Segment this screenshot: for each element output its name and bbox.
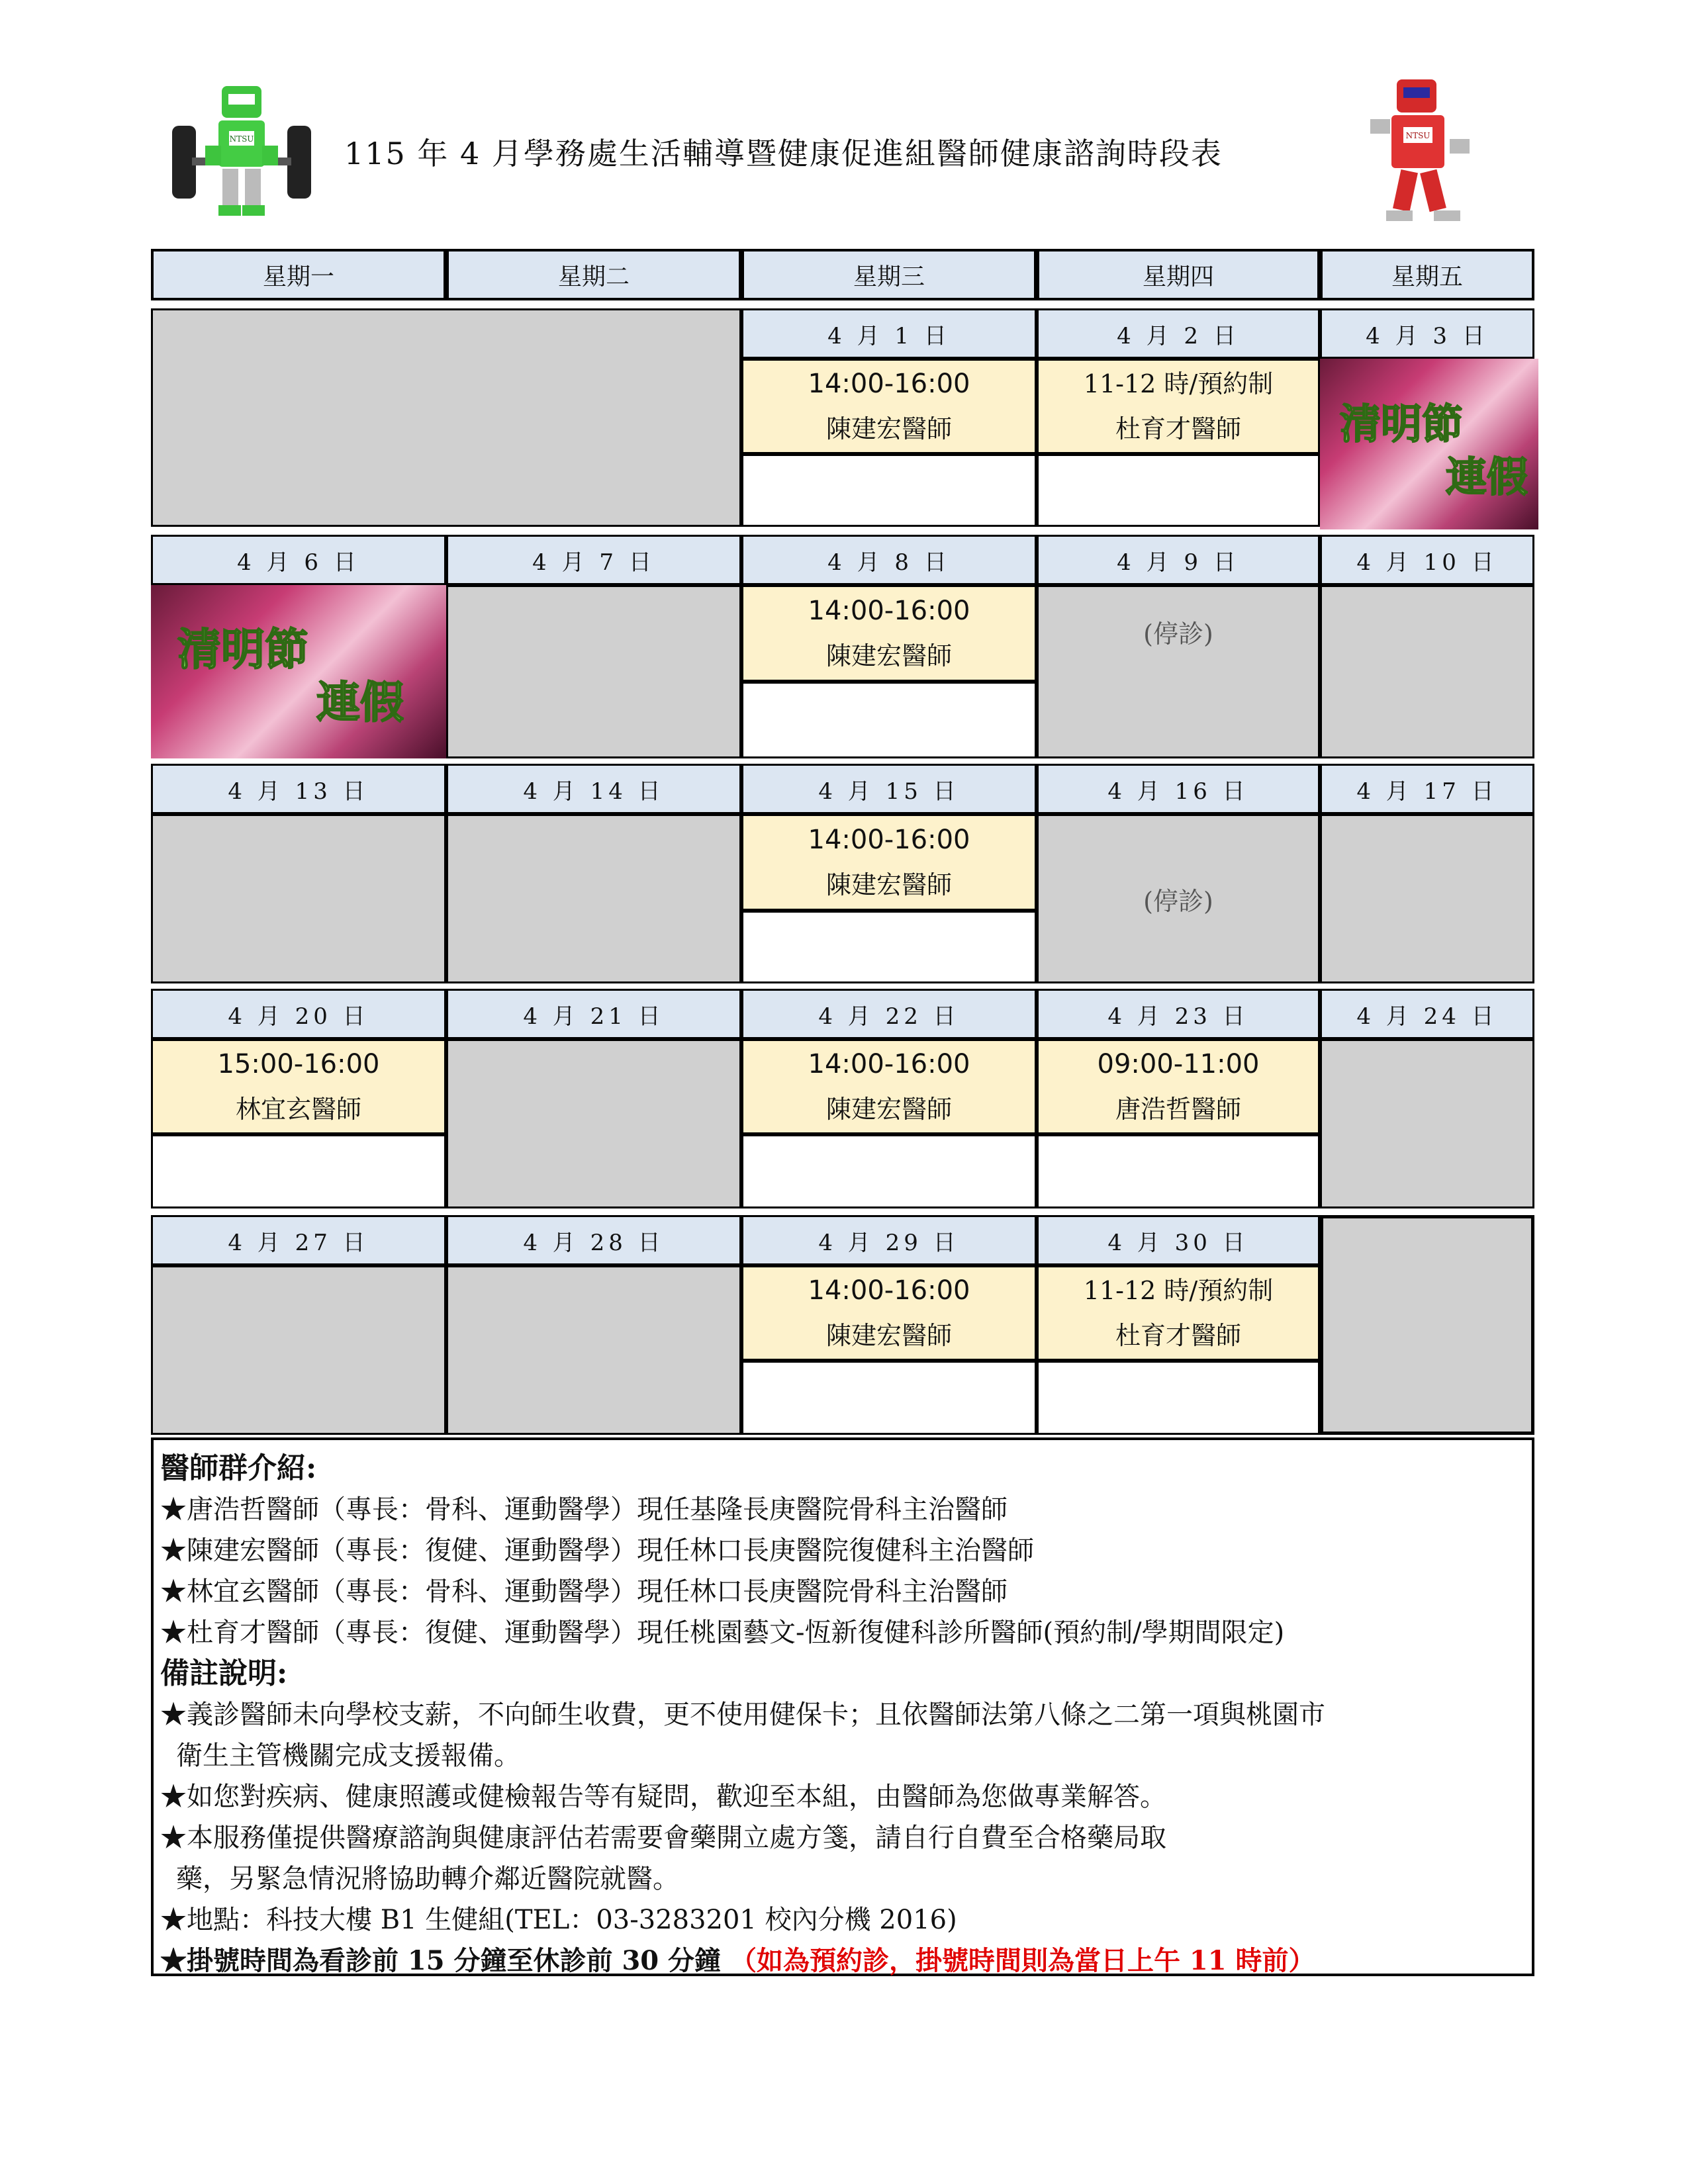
slot-time: 15:00-16:00 [217, 1049, 380, 1079]
robot-right-label: NTSU [1405, 131, 1430, 140]
slot-doctor: 陳建宏醫師 [825, 641, 952, 670]
weekday-header-fri: 星期五 [1320, 249, 1534, 300]
date-cell: 4 月 17 日 [1320, 764, 1534, 814]
date-cell: 4 月 15 日 [741, 764, 1037, 814]
date-cell: 4 月 27 日 [151, 1215, 446, 1265]
slot-doctor: 唐浩哲醫師 [1115, 1095, 1241, 1124]
empty-cell [741, 911, 1037, 983]
empty-cell [1320, 1215, 1534, 1435]
doctor-intro: ★林宜玄醫師（專長：骨科、運動醫學）現任林口長庚醫院骨科主治醫師 [160, 1576, 1008, 1607]
doctor-intro: ★杜育才醫師（專長：復健、運動醫學）現任桃園藝文-恆新復健科診所醫師(預約制/學期間限定) [160, 1617, 1285, 1648]
empty-cell [1037, 454, 1320, 527]
appointment-slot [741, 814, 1037, 911]
date-cell: 4 月 20 日 [151, 989, 446, 1039]
empty-cell [446, 1039, 741, 1208]
empty-cell [741, 1134, 1037, 1208]
slot-doctor: 陳建宏醫師 [825, 1095, 952, 1124]
remark-item: 藥，另緊急情況將協助轉介鄰近醫院就醫。 [176, 1864, 679, 1894]
slot-doctor: 陳建宏醫師 [825, 870, 952, 899]
doctor-intro: ★陳建宏醫師（專長：復健、運動醫學）現任林口長庚醫院復健科主治醫師 [160, 1535, 1034, 1566]
date-cell: 4 月 3 日 [1320, 308, 1534, 359]
empty-cell [1320, 585, 1534, 758]
appointment-slot [1037, 359, 1320, 454]
date-cell: 4 月 9 日 [1037, 535, 1320, 585]
date-cell: 4 月 10 日 [1320, 535, 1534, 585]
weekday-header-thu: 星期四 [1037, 249, 1320, 300]
slot-time: 14:00-16:00 [808, 596, 970, 626]
holiday-banner [151, 585, 446, 758]
page-title: 115 年 4 月學務處生活輔導暨健康促進組醫師健康諮詢時段表 [344, 136, 1223, 171]
appointment-slot [151, 1039, 446, 1134]
doctor-intro: ★唐浩哲醫師（專長：骨科、運動醫學）現任基隆長庚醫院骨科主治醫師 [160, 1494, 1008, 1525]
weekday-header-tue: 星期二 [446, 249, 741, 300]
empty-cell [151, 1134, 446, 1208]
date-cell: 4 月 13 日 [151, 764, 446, 814]
empty-cell [1037, 1361, 1320, 1435]
empty-cell [151, 308, 741, 527]
slot-time: 11-12 時/預約制 [1083, 1276, 1274, 1305]
slot-doctor: 陳建宏醫師 [825, 1321, 952, 1350]
date-cell: 4 月 2 日 [1037, 308, 1320, 359]
registration-text: ★掛號時間為看診前 15 分鐘至休診前 30 分鐘 [160, 1945, 722, 1976]
empty-cell [741, 1361, 1037, 1435]
closed-status: (停診) [1037, 585, 1320, 758]
slot-time: 14:00-16:00 [808, 369, 970, 399]
empty-cell [151, 1265, 446, 1435]
robot-weightlifter-logo [165, 73, 318, 225]
empty-cell [1320, 814, 1534, 983]
empty-cell [446, 585, 741, 758]
date-cell: 4 月 23 日 [1037, 989, 1320, 1039]
empty-cell [151, 814, 446, 983]
holiday-text-line2: 連假 [316, 677, 404, 728]
slot-doctor: 杜育才醫師 [1115, 414, 1241, 443]
empty-cell [1037, 1134, 1320, 1208]
doctors-heading: 醫師群介紹: [160, 1451, 317, 1485]
date-cell: 4 月 29 日 [741, 1215, 1037, 1265]
slot-time: 14:00-16:00 [808, 1049, 970, 1079]
empty-cell [1320, 1039, 1534, 1208]
weekday-header-wed: 星期三 [741, 249, 1037, 300]
empty-cell [741, 682, 1037, 758]
location-info: ★地點：科技大樓 B1 生健組(TEL：03-3283201 校內分機 2016) [160, 1905, 957, 1935]
date-cell: 4 月 8 日 [741, 535, 1037, 585]
date-cell: 4 月 16 日 [1037, 764, 1320, 814]
date-cell: 4 月 14 日 [446, 764, 741, 814]
remark-item: 衛生主管機關完成支援報備。 [176, 1741, 520, 1771]
holiday-text-line1: 清明節 [1340, 400, 1464, 448]
appointment-slot [741, 1265, 1037, 1361]
slot-doctor: 林宜玄醫師 [235, 1095, 361, 1124]
empty-cell [446, 814, 741, 983]
robot-left-label: NTSU [229, 134, 254, 144]
holiday-banner [1320, 359, 1538, 529]
slot-time: 11-12 時/預約制 [1083, 369, 1274, 398]
date-cell: 4 月 21 日 [446, 989, 741, 1039]
empty-cell [446, 1265, 741, 1435]
holiday-text-line2: 連假 [1446, 453, 1528, 501]
appointment-slot [1037, 1265, 1320, 1361]
closed-status: (停診) [1037, 814, 1320, 983]
date-cell: 4 月 7 日 [446, 535, 741, 585]
date-cell: 4 月 22 日 [741, 989, 1037, 1039]
date-cell: 4 月 1 日 [741, 308, 1037, 359]
appointment-slot [1037, 1039, 1320, 1134]
holiday-text-line1: 清明節 [177, 624, 308, 675]
date-cell: 4 月 6 日 [151, 535, 446, 585]
date-cell: 4 月 30 日 [1037, 1215, 1320, 1265]
remarks-heading: 備註說明: [160, 1657, 288, 1690]
remark-item: ★本服務僅提供醫療諮詢與健康評估若需要會藥開立處方箋，請自行自費至合格藥局取 [160, 1823, 1166, 1853]
notes-section [151, 1437, 1534, 1976]
date-cell: 4 月 28 日 [446, 1215, 741, 1265]
remark-item: ★義診醫師未向學校支薪，不向師生收費，更不使用健保卡；且依醫師法第八條之二第一項與桃園市 [160, 1700, 1325, 1730]
appointment-slot [741, 359, 1037, 454]
empty-cell [741, 454, 1037, 527]
date-cell: 4 月 24 日 [1320, 989, 1534, 1039]
appointment-slot [741, 585, 1037, 682]
robot-runner-logo [1350, 73, 1489, 232]
slot-time: 14:00-16:00 [808, 1275, 970, 1306]
slot-doctor: 陳建宏醫師 [825, 414, 952, 443]
appointment-slot [741, 1039, 1037, 1134]
registration-info [160, 1940, 1525, 1981]
slot-time: 09:00-11:00 [1097, 1049, 1260, 1079]
slot-time: 14:00-16:00 [808, 825, 970, 855]
registration-appointment-note: （如為預約診，掛號時間則為當日上午 11 時前） [729, 1945, 1315, 1976]
slot-doctor: 杜育才醫師 [1115, 1321, 1241, 1350]
remark-item: ★如您對疾病、健康照護或健檢報告等有疑問，歡迎至本組，由醫師為您做專業解答。 [160, 1782, 1166, 1812]
weekday-header-mon: 星期一 [151, 249, 446, 300]
